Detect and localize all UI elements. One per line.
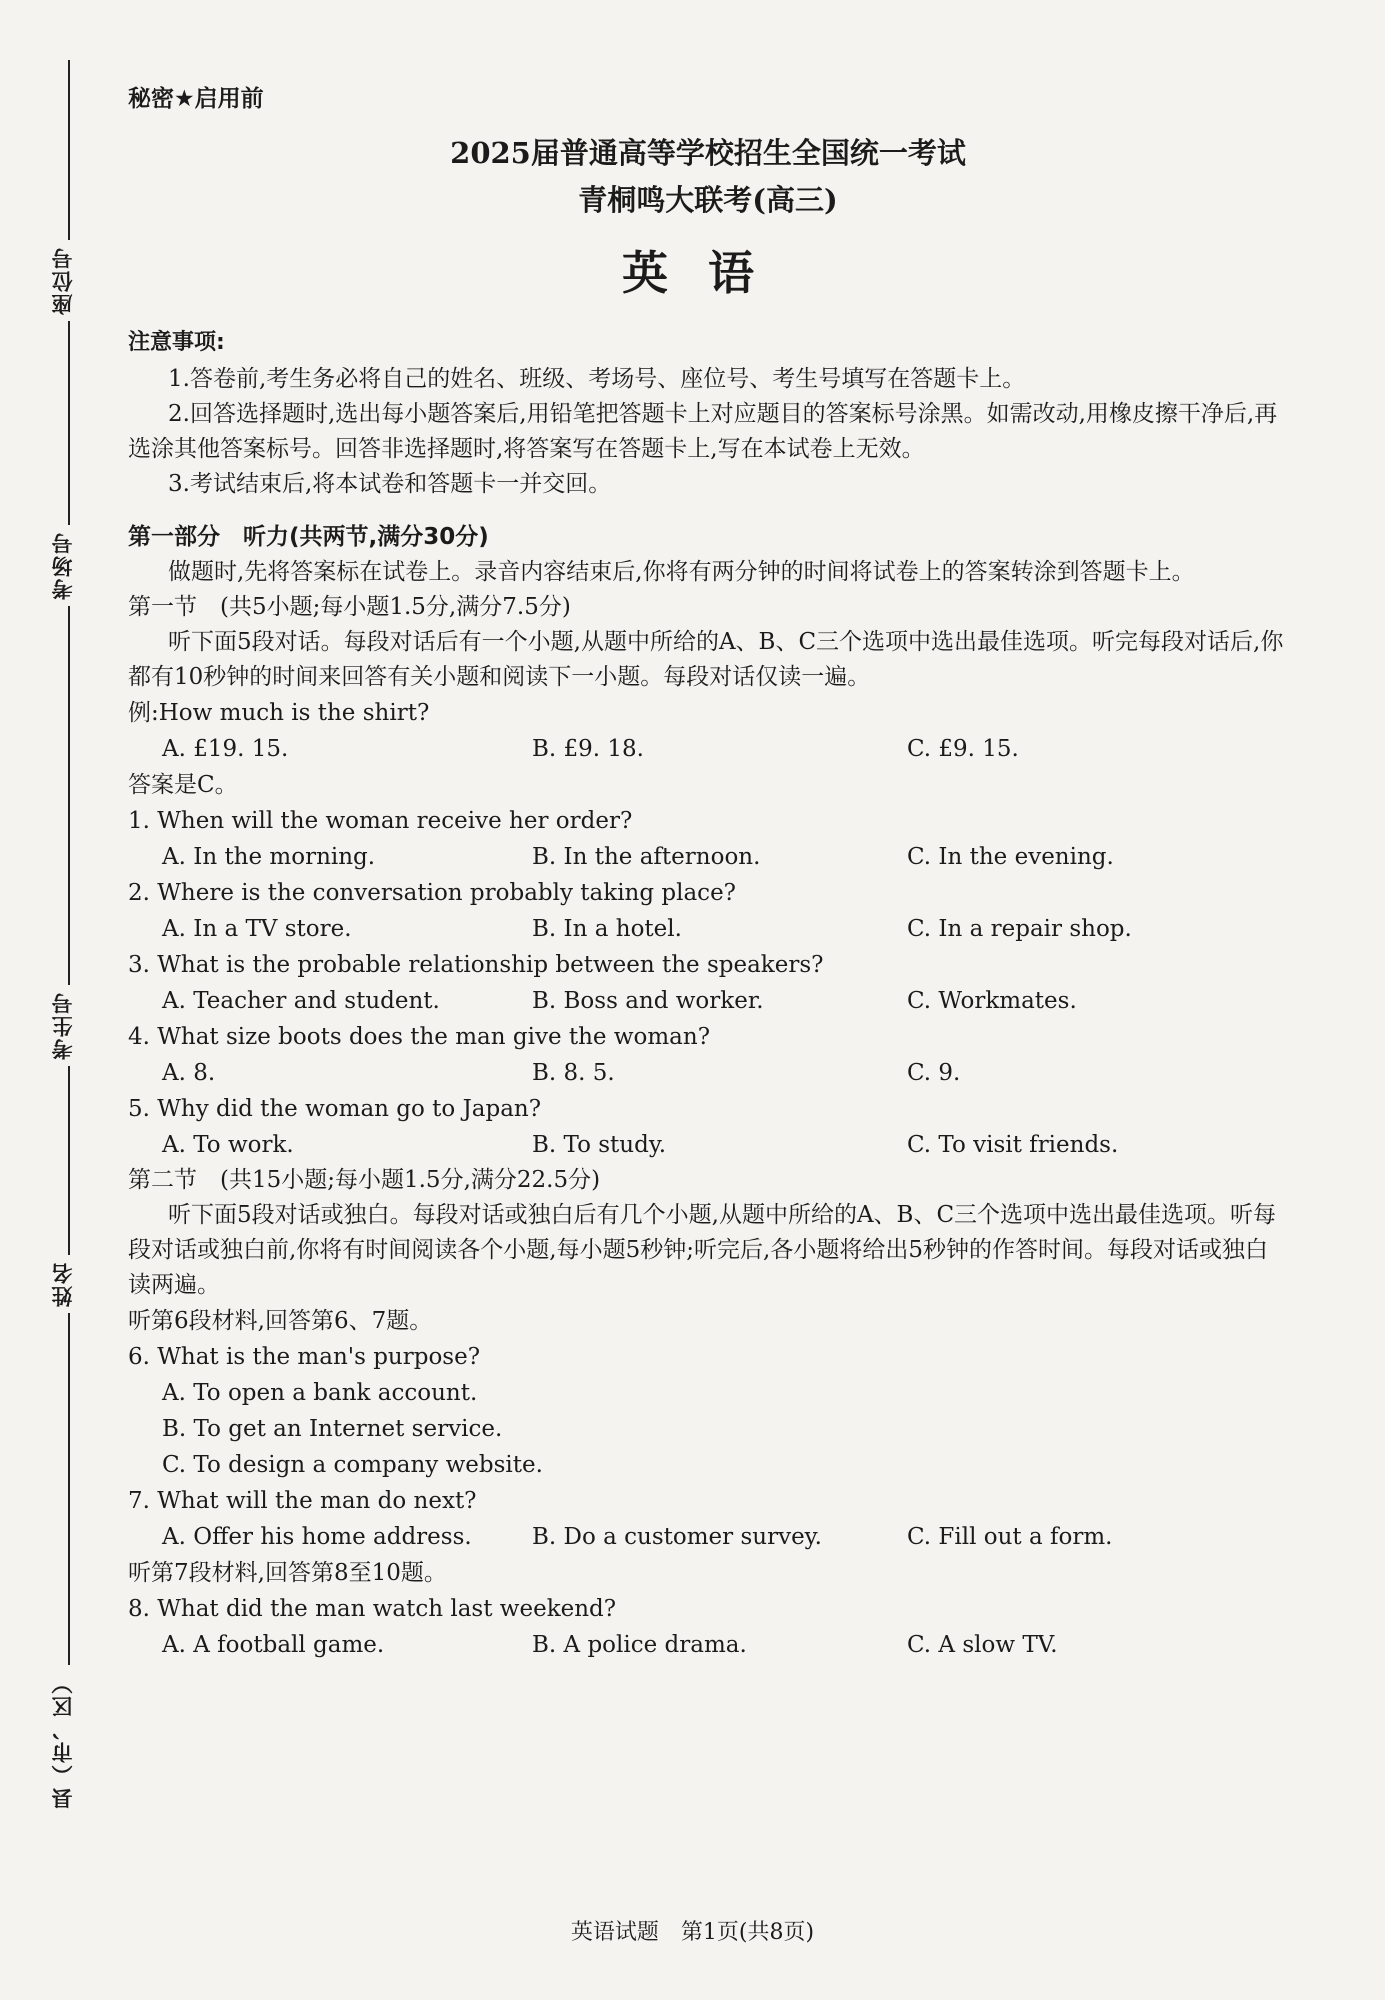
county-label: 县（市、区） <box>48 1665 90 1815</box>
option-c: C. To design a company website. <box>162 1452 543 1478</box>
option-c: C. 9. <box>907 1060 961 1086</box>
example-question: 例:How much is the shirt? <box>128 700 430 726</box>
exam-subtitle: 青桐鸣大联考(高三) <box>578 183 838 217</box>
question-4-options <box>128 1055 1288 1091</box>
part1-intro: 做题时,先将答案标在试卷上。录音内容结束后,你将有两分钟的时间将试卷上的答案转涂到答题卡上。 <box>168 559 1195 585</box>
option-c: C. In the evening. <box>907 844 1114 870</box>
note-item: 3.考试结束后,将本试卷和答题卡一并交回。 <box>168 471 612 497</box>
option-a: A. £19. 15. <box>162 736 289 762</box>
option-b: B. To study. <box>532 1132 667 1158</box>
option-a: A. Teacher and student. <box>162 988 440 1014</box>
material-7-instruction: 听第7段材料,回答第8至10题。 <box>128 1560 447 1586</box>
section2-intro: 听下面5段对话或独白。每段对话或独白后有几个小题,从题中所给的A、B、C三个选项中选出最佳选项。听每段对话或独白前,你将有时间阅读各个小题,每小题5秒钟;听完后,各小题将给出5秒钟的作答时间。每段对话或独白读两遍。 <box>128 1202 1277 1298</box>
option-a: A. To work. <box>162 1132 294 1158</box>
question-2: 2. Where is the conversation probably taking place? <box>128 880 737 906</box>
note-item: 1.答卷前,考生务必将自己的姓名、班级、考场号、座位号、考生号填写在答题卡上。 <box>168 366 1026 392</box>
page-footer: 英语试题 第1页(共8页) <box>570 1920 815 1945</box>
section1-intro: 听下面5段对话。每段对话后有一个小题,从题中所给的A、B、C三个选项中选出最佳选项。听完每段对话后,你都有10秒钟的时间来回答有关小题和阅读下一小题。每段对话仅读一遍。 <box>128 629 1284 690</box>
option-c: C. Fill out a form. <box>907 1524 1113 1550</box>
option-a: A. 8. <box>162 1060 216 1086</box>
option-b: B. In a hotel. <box>532 916 682 942</box>
option-b: B. A police drama. <box>532 1632 747 1658</box>
option-b: B. Boss and worker. <box>532 988 764 1014</box>
note-item: 2.回答选择题时,选出每小题答案后,用铅笔把答题卡上对应题目的答案标号涂黑。如需改动,用橡皮擦干净后,再选涂其他答案标号。回答非选择题时,将答案写在答题卡上,写在本试卷上无效。 <box>128 401 1278 462</box>
option-a: A. A football game. <box>162 1632 385 1658</box>
candidate-number-label: 考生号 <box>48 985 90 1066</box>
question-3-options <box>128 983 1288 1019</box>
option-c: C. £9. 15. <box>907 736 1019 762</box>
exam-title: 2025届普通高等学校招生全国统一考试 <box>450 136 966 170</box>
option-b: B. To get an Internet service. <box>162 1416 503 1442</box>
material-6-instruction: 听第6段材料,回答第6、7题。 <box>128 1308 433 1334</box>
option-c: C. To visit friends. <box>907 1132 1119 1158</box>
question-6: 6. What is the man's purpose? <box>128 1344 481 1370</box>
question-5-options <box>128 1127 1288 1163</box>
question-2-options <box>128 911 1288 947</box>
section1-title: 第一节 (共5小题;每小题1.5分,满分7.5分) <box>128 594 571 620</box>
question-5: 5. Why did the woman go to Japan? <box>128 1096 542 1122</box>
seat-number-label: 座位号 <box>48 240 90 321</box>
question-3: 3. What is the probable relationship between the speakers? <box>128 952 824 978</box>
binding-margin <box>0 0 110 2000</box>
question-1: 1. When will the woman receive her order? <box>128 808 633 834</box>
question-4: 4. What size boots does the man give the woman? <box>128 1024 711 1050</box>
option-b: B. In the afternoon. <box>532 844 761 870</box>
part1-title: 第一部分 听力(共两节,满分30分) <box>128 524 489 550</box>
option-b: B. £9. 18. <box>532 736 644 762</box>
option-a: A. Offer his home address. <box>162 1524 472 1550</box>
option-a: A. To open a bank account. <box>162 1380 478 1406</box>
binding-line <box>68 60 70 1800</box>
option-c: C. In a repair shop. <box>907 916 1132 942</box>
option-a: A. In the morning. <box>162 844 376 870</box>
section2-title: 第二节 (共15小题;每小题1.5分,满分22.5分) <box>128 1167 601 1193</box>
question-1-options <box>128 839 1288 875</box>
option-b: B. Do a customer survey. <box>532 1524 822 1550</box>
question-7: 7. What will the man do next? <box>128 1488 477 1514</box>
secret-mark: 秘密★启用前 <box>128 86 264 112</box>
example-answer: 答案是C。 <box>128 772 238 798</box>
option-c: C. Workmates. <box>907 988 1077 1014</box>
question-8: 8. What did the man watch last weekend? <box>128 1596 617 1622</box>
exam-room-label: 考场号 <box>48 525 90 606</box>
option-b: B. 8. 5. <box>532 1060 615 1086</box>
name-label: 姓名 <box>48 1255 90 1313</box>
option-a: A. In a TV store. <box>162 916 352 942</box>
option-c: C. A slow TV. <box>907 1632 1058 1658</box>
notes-heading: 注意事项: <box>128 330 225 355</box>
exam-page <box>128 80 1288 1663</box>
question-7-options <box>128 1519 1288 1555</box>
example-options <box>128 731 1288 767</box>
question-8-options <box>128 1627 1288 1663</box>
subject-title: 英语 <box>622 246 794 300</box>
